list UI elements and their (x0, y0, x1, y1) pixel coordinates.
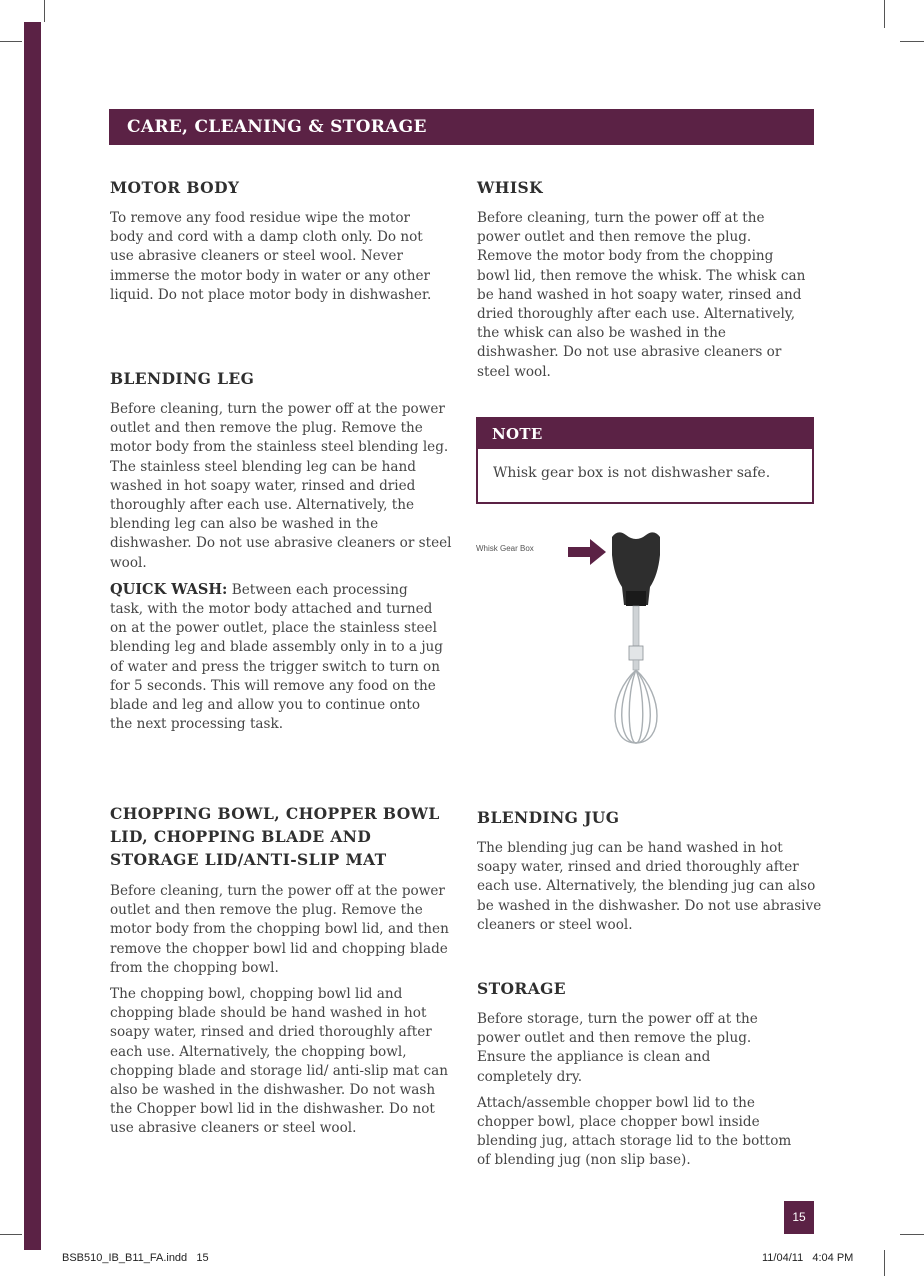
note-box (476, 417, 814, 504)
note-text: Whisk gear box is not dishwasher safe. (493, 465, 771, 481)
crop-mark (0, 41, 22, 42)
blending-leg-paragraph: Before cleaning, turn the power off at the power outlet and then remove the plug. Remove the motor body from the stainless steel blending leg. The stainless steel blending leg can be hand washed in hot soapy water, rinsed and dried thoroughly after each use. Alternatively, the blending leg can also be washed in the dishwasher. Do not use abrasive cleaners or steel wool. (110, 401, 452, 571)
chopping-paragraph-1: Before cleaning, turn the power off at the power outlet and then remove the plug. Remove the motor body from the chopping bowl lid, and then remove the chopper bowl lid and chopping blade from the chopping bowl. (110, 883, 449, 976)
blending-leg-section (110, 367, 455, 734)
motor-body-heading: MOTOR BODY (110, 178, 240, 197)
storage-section (477, 977, 807, 1171)
whisk-wires-part (615, 670, 657, 743)
crop-mark (44, 0, 45, 22)
storage-heading: STORAGE (477, 979, 566, 998)
blending-jug-section (477, 806, 822, 935)
storage-paragraph-2: Attach/assemble chopper bowl lid to the chopper bowl, place chopper bowl inside blending jug, attach storage lid to the bottom of blending jug (non slip base). (477, 1094, 792, 1169)
crop-mark (0, 1234, 22, 1235)
blending-jug-paragraph: The blending jug can be hand washed in hot soapy water, rinsed and dried thoroughly after each use. Alternatively, the blending jug can also be washed in the dishwasher. Do not use abrasive cleaners or steel wool. (477, 840, 822, 933)
date-slug: 11/04/11 4:04 PM (762, 1252, 854, 1264)
crop-mark (900, 41, 924, 42)
crop-mark (884, 1250, 885, 1276)
chopping-heading: CHOPPING BOWL, CHOPPER BOWL LID, CHOPPING BLADE AND STORAGE LID/ANTI-SLIP MAT (110, 804, 440, 869)
side-accent-bar (24, 22, 41, 1250)
whisk-gear-box-label: Whisk Gear Box (476, 544, 534, 553)
whisk-heading: WHISK (477, 178, 543, 197)
chopping-section (110, 802, 450, 1139)
page-number: 15 (792, 1210, 806, 1224)
quick-wash-label: QUICK WASH: (110, 580, 228, 598)
section-title: CARE, CLEANING & STORAGE (127, 117, 427, 137)
arrow-icon (568, 539, 606, 565)
blending-leg-heading: BLENDING LEG (110, 369, 255, 388)
blending-jug-heading: BLENDING JUG (477, 808, 620, 827)
storage-paragraph-1: Before storage, turn the power off at the power outlet and then remove the plug. Ensure the appliance is clean and completely dry. (477, 1011, 758, 1085)
section-header-bar (109, 109, 814, 145)
whisk-illustration (560, 525, 710, 750)
chopping-paragraph-2: The chopping bowl, chopping bowl lid and chopping blade should be hand washed in hot soapy water, rinsed and dried thoroughly after each use. Alternatively, the chopping bowl, chopping blade and storage lid/ anti-slip mat can also be washed in the dishwasher. Do not wash the Chopper bowl lid in the dishwasher. Do not use abrasive cleaners or steel wool. (110, 986, 448, 1137)
motor-body-paragraph: To remove any food residue wipe the motor body and cord with a damp cloth only. Do not use abrasive cleaners or steel wool. Never immerse the motor body in water or any other liquid. Do not place motor body in dishwasher. (110, 210, 432, 303)
note-heading: NOTE (478, 419, 812, 449)
file-slug: BSB510_IB_B11_FA.indd 15 (62, 1252, 209, 1264)
whisk-paragraph: Before cleaning, turn the power off at the power outlet and then remove the plug. Remove the motor body from the chopping bowl lid, then remove the whisk. The whisk can be hand washed in hot soapy water, rinsed and dried thoroughly after each use. Alternatively, the whisk can also be washed in the dishwasher. Do not use abrasive cleaners or steel wool. (477, 210, 806, 380)
whisk-section (477, 176, 807, 382)
whisk-shaft-part (629, 606, 643, 670)
whisk-gear-box-part (612, 532, 660, 606)
page-number-badge (784, 1201, 814, 1234)
quick-wash-text: Between each processing task, with the motor body attached and turned on at the power outlet, place the stainless steel blending leg and blade assembly only in to a jug of water and press the trigger switch to turn on for 5 seconds. This will remove any food on the blade and leg and allow you to continue onto the next processing task. (110, 581, 444, 733)
motor-body-section (110, 176, 440, 305)
crop-mark (900, 1234, 924, 1235)
quick-wash-paragraph (110, 580, 445, 735)
crop-mark (884, 0, 885, 28)
